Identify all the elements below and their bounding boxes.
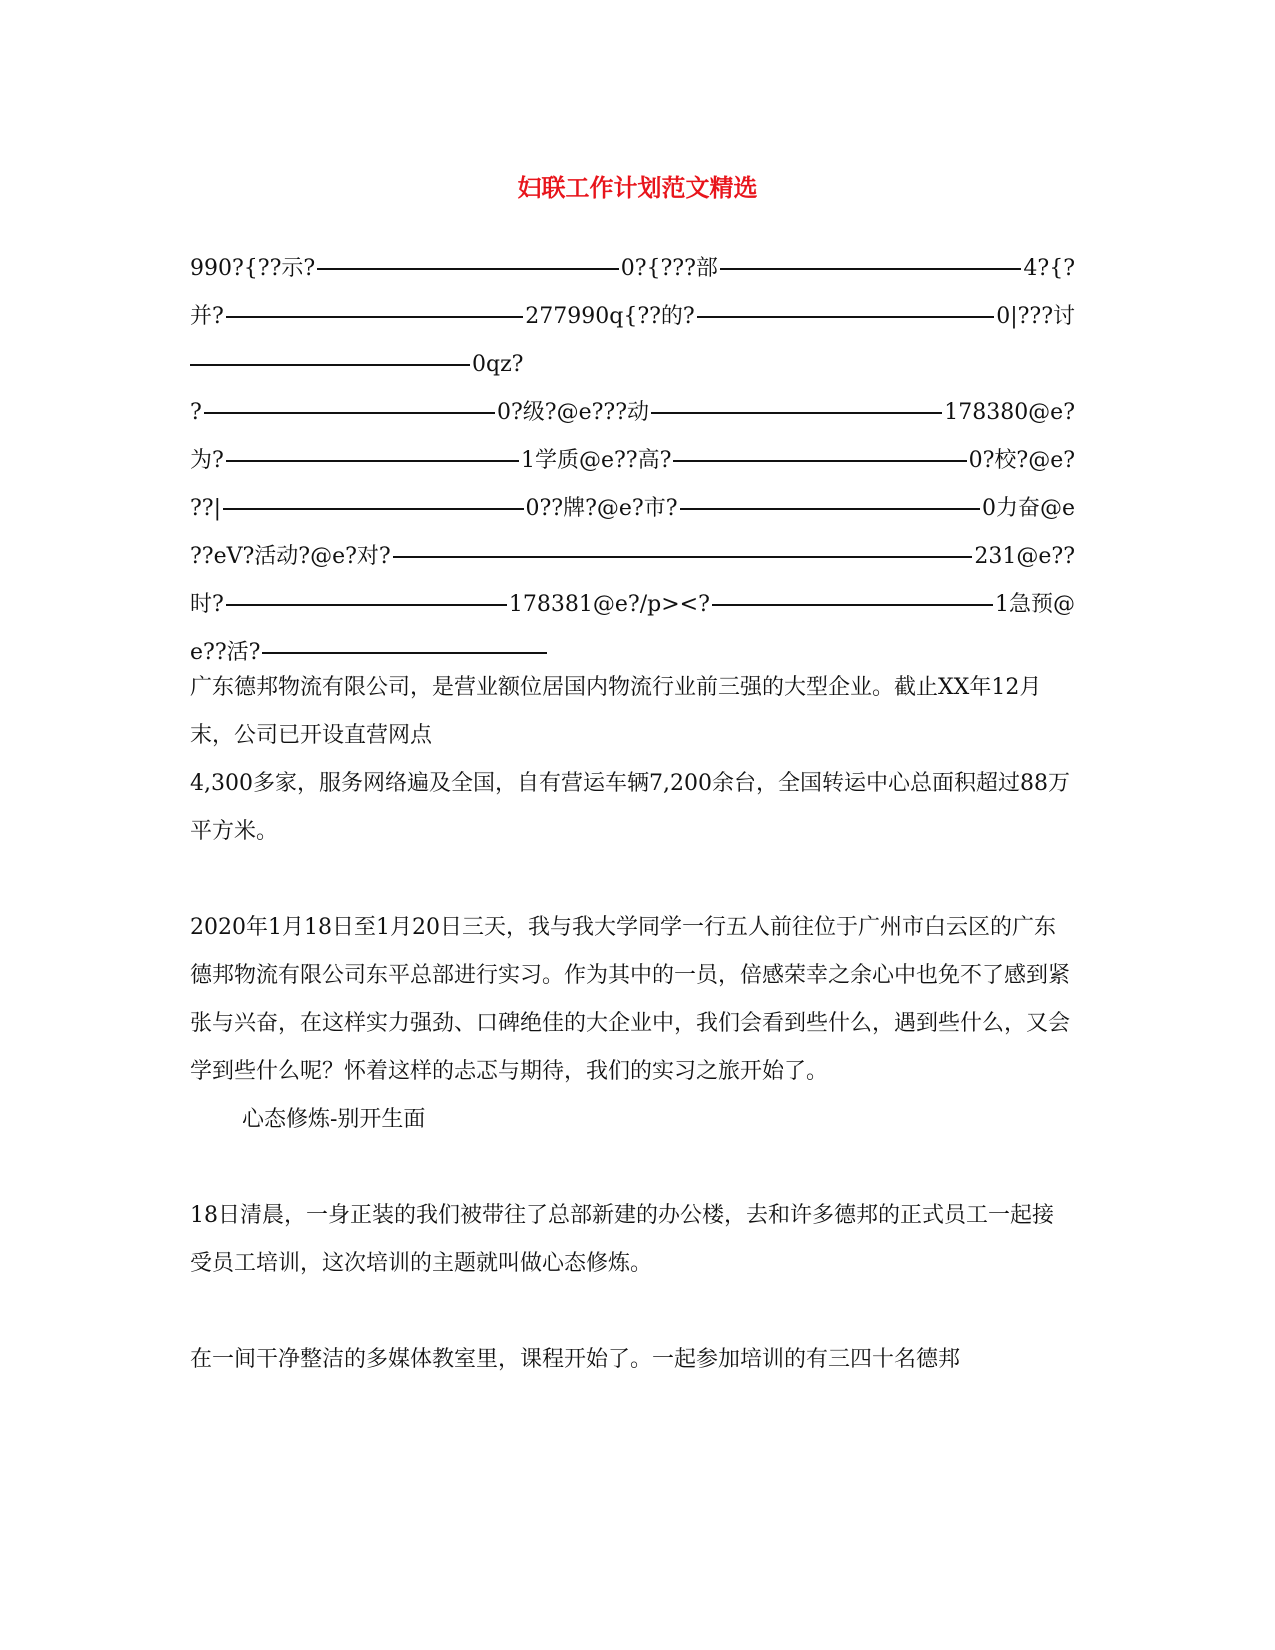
garbled-text: 178380@e? xyxy=(944,400,1075,425)
document-body xyxy=(190,664,1075,1384)
garbled-row xyxy=(190,293,1075,341)
garbled-text: 0?校?@e? xyxy=(968,448,1076,473)
underline xyxy=(262,652,547,654)
paragraph: 2020年1月18日至1月20日三天，我与我大学同学一行五人前往位于广州市白云区的广东德邦物流有限公司东平总部进行实习。作为其中的一员，倍感荣幸之余心中也免不了感到紧张与兴奋，在这样实力强劲、口碑绝佳的大企业中，我们会看到些什么，遇到些什么，又会学到些什么呢？怀着这样的忐忑与期待，我们的实习之旅开始了。 xyxy=(190,915,1071,1084)
underline xyxy=(317,268,619,270)
underline xyxy=(204,412,495,414)
garbled-row xyxy=(190,533,1075,581)
garbled-text: 231@e?? xyxy=(974,544,1075,569)
underline xyxy=(720,268,1022,270)
underline xyxy=(673,460,966,462)
paragraph: 广东德邦物流有限公司，是营业额位居国内物流行业前三强的大型企业。截止XX年12月末，公司已开设直营网点 xyxy=(190,675,1042,748)
garbled-text: 178381@e?/p><? xyxy=(508,592,710,617)
garbled-text: 0|???讨 xyxy=(996,304,1076,329)
garbled-text: 277990q{??的? xyxy=(525,304,695,329)
underline xyxy=(226,604,507,606)
paragraph-gap xyxy=(190,856,1075,904)
garbled-text: 4?{? xyxy=(1023,256,1076,281)
paragraph: 4,300多家，服务网络遍及全国，自有营运车辆7,200余台，全国转运中心总面积超过88万平方米。 xyxy=(190,771,1070,844)
garbled-text: ??| xyxy=(190,496,222,521)
garbled-text: 0力奋@e xyxy=(981,496,1076,521)
garbled-text: 0?{???部 xyxy=(620,256,718,281)
paragraph-gap xyxy=(190,1288,1075,1336)
underline xyxy=(712,604,993,606)
underline xyxy=(226,316,523,318)
underline xyxy=(651,412,942,414)
garbled-row xyxy=(190,389,1075,437)
garbled-row xyxy=(190,581,1075,629)
garbled-text: 0??牌?@e?市? xyxy=(525,496,678,521)
underline xyxy=(223,508,523,510)
underline xyxy=(190,364,470,366)
garbled-text: 0qz? xyxy=(472,352,524,377)
garbled-text: 1学质@e??高? xyxy=(521,448,672,473)
garbled-text: 为? xyxy=(190,448,224,473)
underline xyxy=(393,556,973,558)
garbled-text: e??活? xyxy=(190,640,261,665)
underline xyxy=(226,460,519,462)
garbled-row xyxy=(190,485,1075,533)
garbled-text: 并? xyxy=(190,304,224,329)
garbled-row xyxy=(190,245,1075,293)
underline xyxy=(680,508,980,510)
garbled-text: ??eV?活动?@e?对? xyxy=(190,544,391,569)
underline xyxy=(697,316,994,318)
garbled-text: 0?级?@e???动 xyxy=(497,400,649,425)
paragraph-gap xyxy=(190,1144,1075,1192)
garbled-text: 1急预@ xyxy=(995,592,1076,617)
document-title: 妇联工作计划范文精选 xyxy=(517,173,758,202)
garbled-row xyxy=(190,437,1075,485)
section-heading: 心态修炼-别开生面 xyxy=(242,1107,426,1132)
paragraph: 18日清晨，一身正装的我们被带往了总部新建的办公楼，去和许多德邦的正式员工一起接受员工培训，这次培训的主题就叫做心态修炼。 xyxy=(190,1203,1054,1276)
garbled-text: ? xyxy=(190,400,202,425)
paragraph: 在一间干净整洁的多媒体教室里，课程开始了。一起参加培训的有三四十名德邦 xyxy=(190,1347,961,1372)
garbled-text: 990?{??示? xyxy=(190,256,316,281)
garbled-row xyxy=(190,341,1075,389)
garbled-text: 时? xyxy=(190,592,224,617)
garbled-block xyxy=(190,245,1075,677)
